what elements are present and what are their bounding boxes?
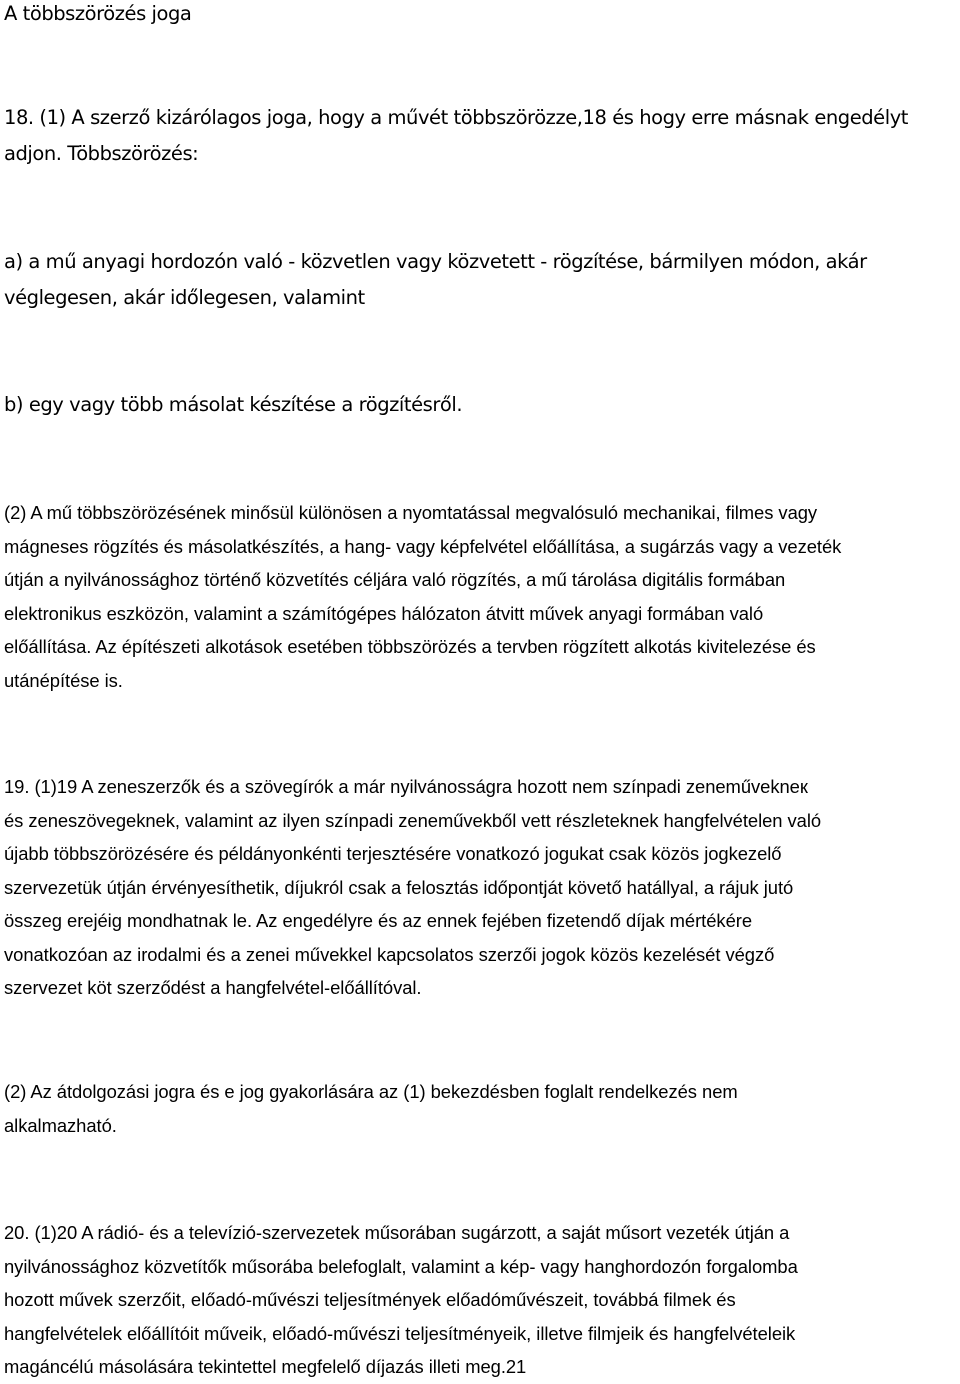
- text-line: szervezetük útján érvényesíthetik, díjukról csak a felosztás időpontját követő hatállyal, a rájuk jutó: [4, 876, 794, 898]
- text-line: 19. (1)19 A zeneszerzők és a szövegírók a már nyilvánosságra hozott nem színpadi zeneművekneк: [4, 776, 808, 797]
- text-line: 20. (1)20 A rádió- és a televízió-szervezetek műsorában sugárzott, a saját műsort vezeték útján a: [4, 1222, 790, 1243]
- title-text: A többszörözés joga: [4, 2, 192, 25]
- text-line: a) a mű anyagi hordozón való - közvetlen vagy közvetett - rögzítése, bármilyen módon, akár: [4, 250, 867, 273]
- text-line: újabb többszörözésére és példányonkénti terjesztésére vonatkozó jogukat csak közös jogkezelő: [4, 843, 782, 864]
- text-line: vonatkozóan az irodalmi és a zenei művekkel kapcsolatos szerzői jogok közös kezelését végző: [4, 943, 775, 965]
- text-line: hozott művek szerzőit, előadó-művészi teljesítmények előadóművészeit, továbbá filmek és: [4, 1289, 736, 1310]
- paragraph-18-b: [4, 387, 462, 423]
- paragraph-18-2: [4, 496, 841, 697]
- text-line: előállítása. Az építészeti alkotások esetében többszörözés a tervben rögzített alkotás kivitelezése és: [4, 636, 816, 657]
- text-line: alkalmazható.: [4, 1114, 117, 1136]
- paragraph-18-a: [4, 244, 867, 315]
- text-line: és zeneszövegeknek, valamint az ilyen színpadi zeneművekből vett részleteknek hangfelvételen való: [4, 809, 822, 831]
- text-line: (2) Az átdolgozási jogra és e jog gyakorlására az (1) bekezdésben foglalt rendelkezés nem: [4, 1081, 738, 1102]
- text-line: mágneses rögzítés és másolatkészítés, a hang- vagy képfelvétel előállítása, a sugárzás vagy a vezeték: [4, 535, 842, 557]
- text-line: 18. (1) A szerző kizárólagos joga, hogy a művét többszörözze,18 és hogy erre másnak engedélyt: [4, 106, 908, 129]
- paragraph-18-1: [4, 100, 908, 171]
- paragraph-19-1: [4, 770, 821, 1005]
- paragraph-19-2: [4, 1075, 738, 1142]
- text-line: (2) A mű többszörözésének minősül különösen a nyomtatással megvalósuló mechanikai, filmes vagy: [4, 502, 818, 523]
- text-line: összeg erejéig mondhatnak le. Az engedélyre és az ennek fejében fizetendő díjak mértékére: [4, 910, 752, 931]
- text-line: útján a nyilvánossághoz történő közvetítés céljára való rögzítés, a mű tárolása digitális formában: [4, 569, 786, 590]
- text-line: hangfelvételek előállítóit műveik, előadó-művészi teljesítményeik, illetve filmjeik és hangfelvételeik: [4, 1322, 796, 1344]
- text-line: adjon. Többszörözés:: [4, 141, 199, 165]
- text-line: b) egy vagy több másolat készítése a rögzítésről.: [4, 393, 463, 416]
- text-line: véglegesen, akár időlegesen, valamint: [4, 285, 365, 309]
- text-line: utánépítése is.: [4, 669, 123, 691]
- paragraph-20-1: [4, 1216, 798, 1384]
- text-line: szervezet köt szerződést a hangfelvétel-előállítóval.: [4, 977, 422, 998]
- document-title: [4, 0, 191, 32]
- text-line: nyilvánossághoz közvetítők műsorába belefoglalt, valamint a kép- vagy hanghordozón forgalomba: [4, 1255, 798, 1277]
- text-line: magáncélú másolására tekintettel megfelelő díjazás illeti meg.21: [4, 1356, 527, 1377]
- text-line: elektronikus eszközön, valamint a számítógépes hálózaton átvitt művek anyagi formában való: [4, 602, 764, 624]
